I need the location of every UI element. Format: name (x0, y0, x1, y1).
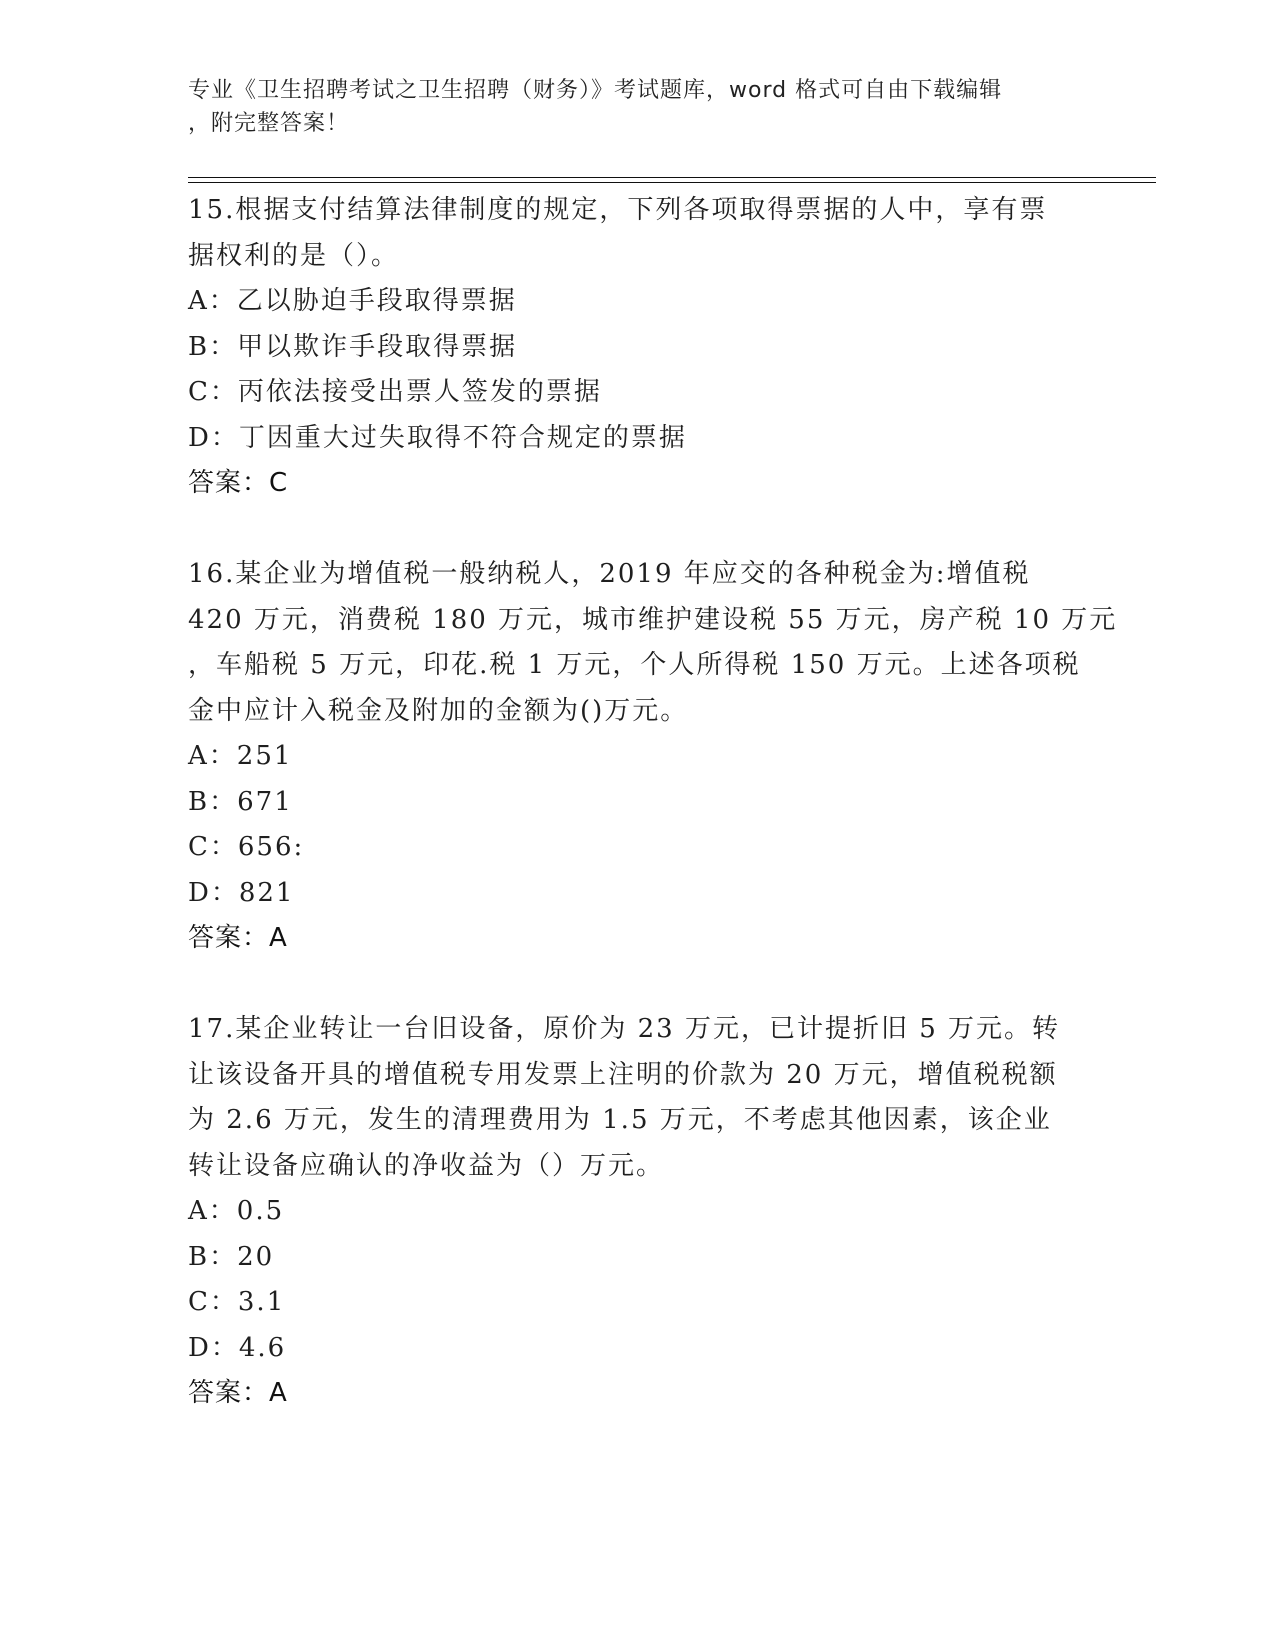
header-line-1: 专业《卫生招聘考试之卫生招聘（财务）》考试题库，word 格式可自由下载编辑 (188, 78, 1003, 103)
answer-line: 答案：A (188, 923, 288, 953)
option-b: B：671 (188, 786, 293, 817)
question-stem-line: 16.某企业为增值税一般纳税人，2019 年应交的各种税金为:增值税 (188, 559, 1031, 589)
header-divider-bottom (188, 182, 1156, 183)
option-b: B：20 (188, 1241, 275, 1272)
question-stem-line: 金中应计入税金及附加的金额为()万元。 (188, 695, 689, 726)
question-stem-line: ，车船税 5 万元，印花.税 1 万元，个人所得税 150 万元。上述各项税 (188, 650, 1081, 680)
option-d: D：丁因重大过失取得不符合规定的票据 (188, 422, 687, 453)
option-a: A：0.5 (188, 1196, 285, 1226)
option-c: C：3.1 (188, 1287, 286, 1317)
option-d: D：4.6 (188, 1332, 287, 1363)
header-divider-top (188, 177, 1156, 178)
option-d: D：821 (188, 877, 295, 908)
question-stem-line: 17.某企业转让一台旧设备，原价为 23 万元，已计提折旧 5 万元。转 (188, 1014, 1061, 1044)
header-line-2: ，附完整答案！ (188, 111, 350, 136)
option-c: C：656: (188, 832, 305, 862)
option-a: A：乙以胁迫手段取得票据 (188, 286, 517, 316)
question-stem-line: 15.根据支付结算法律制度的规定，下列各项取得票据的人中，享有票 (188, 195, 1048, 225)
question-15 (188, 188, 1088, 507)
question-16 (188, 552, 1118, 962)
option-a: A：251 (188, 741, 293, 771)
question-17 (188, 1007, 1088, 1417)
option-c: C：丙依法接受出票人签发的票据 (188, 377, 602, 407)
question-stem-line: 为 2.6 万元，发生的清理费用为 1.5 万元，不考虑其他因素，该企业 (188, 1105, 1052, 1135)
document-header (188, 74, 1088, 140)
question-stem-line: 让该设备开具的增值税专用发票上注明的价款为 20 万元，增值税税额 (188, 1059, 1058, 1090)
question-stem-line: 420 万元，消费税 180 万元，城市维护建设税 55 万元，房产税 10 万元 (188, 604, 1118, 635)
question-stem-line: 转让设备应确认的净收益为（）万元。 (188, 1150, 665, 1181)
answer-line: 答案：C (188, 468, 289, 498)
option-b: B：甲以欺诈手段取得票据 (188, 331, 518, 362)
question-stem-line: 据权利的是（）。 (188, 240, 400, 271)
answer-line: 答案：A (188, 1378, 288, 1408)
